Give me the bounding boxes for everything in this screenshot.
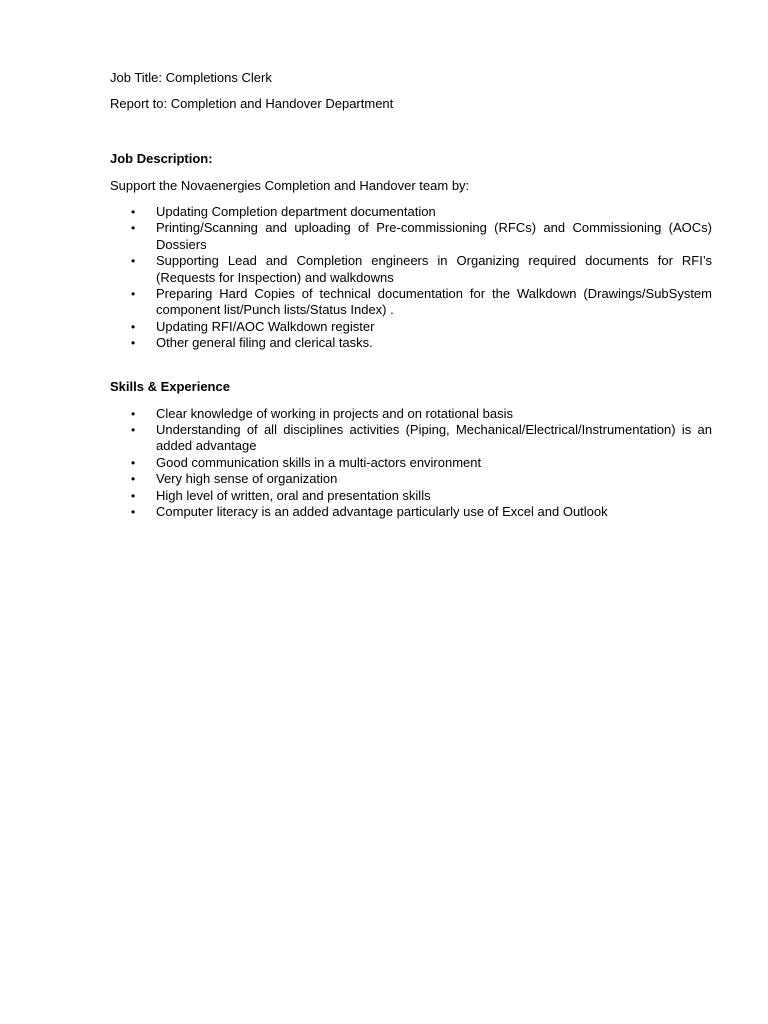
list-item bbox=[110, 406, 712, 422]
skill-text: Clear knowledge of working in projects and on rotational basis bbox=[156, 405, 513, 421]
bullet-icon: • bbox=[131, 505, 136, 520]
duty-text: Other general filing and clerical tasks. bbox=[156, 335, 373, 351]
list-item bbox=[110, 488, 712, 504]
skill-text: High level of written, oral and presentation skills bbox=[156, 487, 431, 503]
bullet-icon: • bbox=[131, 336, 136, 351]
list-item bbox=[110, 253, 712, 286]
list-item bbox=[110, 471, 712, 487]
list-item bbox=[110, 204, 712, 220]
skill-text: Computer literacy is an added advantage particularly use of Excel and Outlook bbox=[156, 504, 608, 520]
list-item bbox=[110, 504, 712, 520]
duty-text: Printing/Scanning and uploading of Pre-commissioning (RFCs) and Commissioning (AOCs) Dossiers bbox=[156, 220, 712, 252]
bullet-icon: • bbox=[131, 287, 136, 302]
list-item bbox=[110, 335, 712, 351]
bullet-icon: • bbox=[131, 455, 136, 470]
list-item bbox=[110, 220, 712, 253]
skill-text: Good communication skills in a multi-actors environment bbox=[156, 454, 482, 470]
skills-list bbox=[110, 406, 712, 521]
skill-text: Very high sense of organization bbox=[156, 471, 338, 487]
bullet-icon: • bbox=[131, 319, 136, 334]
bullet-icon: • bbox=[131, 406, 136, 421]
duty-text: Preparing Hard Copies of technical documentation for the Walkdown (Drawings/SubSystem component list/Punch lists/Status Index) . bbox=[156, 286, 712, 318]
duty-text: Supporting Lead and Completion engineers in Organizing required documents for RFI’s (Requests for Inspection) and walkdowns bbox=[156, 253, 712, 285]
bullet-icon: • bbox=[131, 488, 136, 503]
bullet-icon: • bbox=[131, 221, 136, 236]
list-item bbox=[110, 455, 712, 471]
list-item bbox=[110, 286, 712, 319]
duties-list bbox=[110, 204, 712, 352]
bullet-icon: • bbox=[131, 205, 136, 219]
duty-text: Updating Completion department documentation bbox=[156, 204, 436, 219]
duty-text: Updating RFI/AOC Walkdown register bbox=[156, 318, 375, 334]
document-page bbox=[110, 70, 712, 521]
bullet-icon: • bbox=[131, 254, 136, 269]
skills-heading: Skills & Experience bbox=[110, 378, 230, 394]
skill-text: Understanding of all disciplines activities (Piping, Mechanical/Electrical/Instrumentation) is an added advantage bbox=[156, 422, 712, 454]
bullet-icon: • bbox=[131, 423, 136, 438]
job-description-intro: Support the Novaenergies Completion and Handover team by: bbox=[110, 178, 470, 193]
job-title: Job Title: Completions Clerk bbox=[110, 70, 272, 85]
bullet-icon: • bbox=[131, 472, 136, 487]
list-item bbox=[110, 422, 712, 455]
list-item bbox=[110, 319, 712, 335]
job-description-heading: Job Description: bbox=[110, 151, 213, 166]
report-to: Report to: Completion and Handover Department bbox=[110, 96, 394, 111]
